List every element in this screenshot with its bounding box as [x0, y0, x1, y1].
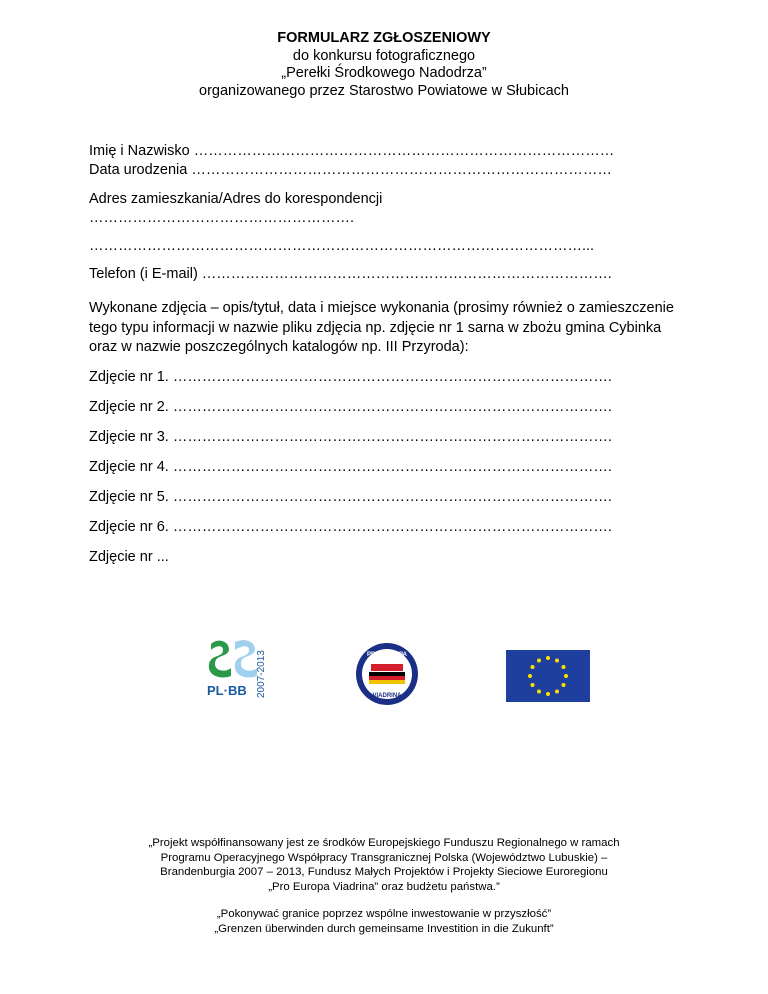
- funding-line-3: Brandenburgia 2007 – 2013, Fundusz Małych Projektów i Projekty Sieciowe Euroregionu: [160, 866, 608, 878]
- photo-field-1[interactable]: Zdjęcie nr 1. ……………………………………………………………………………….: [89, 369, 612, 385]
- name-field[interactable]: Imię i Nazwisko ……………………………………………………………………………: [89, 143, 615, 159]
- photo-field-5[interactable]: Zdjęcie nr 5. ……………………………………………………………………………….: [89, 489, 612, 505]
- eu-flag-icon: [506, 650, 590, 702]
- funding-line-4: „Pro Europa Viadrina” oraz budżetu państwa.”: [268, 880, 500, 893]
- photo-field-4[interactable]: Zdjęcie nr 4. ……………………………………………………………………………….: [89, 459, 612, 475]
- motto-polish: „Pokonywać granice poprzez wspólne inwestowanie w przyszłość”: [216, 908, 552, 920]
- photo-field-6[interactable]: Zdjęcie nr 6. ……………………………………………………………………………….: [89, 519, 612, 535]
- form-title: FORMULARZ ZGŁOSZENIOWY: [277, 30, 491, 46]
- photos-instructions: Wykonane zdjęcia – opis/tytuł, data i miejsce wykonania (prosimy również o zamieszczenie tego typu informacji w nazwie pliku zdjęcia np. zdjęcie nr 1 sarna w zbożu gmina Cybinka oraz w nazwie poszczególnych katalogów np. III Przyroda):: [89, 300, 674, 355]
- plbb-years: 2007-2013: [256, 650, 267, 698]
- motto-german: „Grenzen überwinden durch gemeinsame Investition in die Zukunft”: [214, 922, 554, 935]
- photo-field-more[interactable]: Zdjęcie nr ...: [89, 549, 169, 565]
- euroregion-logo: [355, 642, 419, 706]
- address-field-line-1[interactable]: ……………………………………………….: [89, 210, 355, 226]
- form-header: [0, 30, 768, 100]
- euroregion-top-text: PRO EUROPA: [367, 652, 407, 658]
- subtitle-contest: do konkursu fotograficznego: [292, 47, 476, 64]
- address-field-line-2[interactable]: …………………………………………………………………………………………...: [89, 238, 595, 254]
- subtitle-organizer: organizowanego przez Starostwo Powiatowe w Słubicach: [199, 82, 569, 99]
- funding-line-2: Programu Operacyjnego Współpracy Transgranicznej Polska (Województwo Lubuskie) –: [160, 851, 608, 864]
- logos-row: [0, 636, 768, 706]
- photo-field-2[interactable]: Zdjęcie nr 2. ……………………………………………………………………………….: [89, 399, 612, 415]
- funding-line-1: „Projekt współfinansowany jest ze środków Europejskiego Funduszu Regionalnego w ramach: [148, 837, 620, 849]
- address-label: Adres zamieszkania/Adres do korespondencji: [89, 191, 383, 207]
- plbb-text: PL·BB: [207, 683, 247, 698]
- euroregion-bottom-text: VIADRINA: [372, 693, 402, 699]
- funding-statement: [0, 836, 768, 894]
- plbb-logo: [205, 636, 267, 700]
- subtitle-contest-name: „Perełki Środkowego Nadodrza”: [281, 65, 487, 81]
- photo-field-3[interactable]: Zdjęcie nr 3. ……………………………………………………………………………….: [89, 429, 612, 445]
- birth-date-field[interactable]: Data urodzenia ……………………………………………………………………………: [89, 162, 612, 178]
- phone-email-field[interactable]: Telefon (i E-mail) ………………………………………………………………………….: [89, 266, 612, 282]
- motto: [0, 907, 768, 936]
